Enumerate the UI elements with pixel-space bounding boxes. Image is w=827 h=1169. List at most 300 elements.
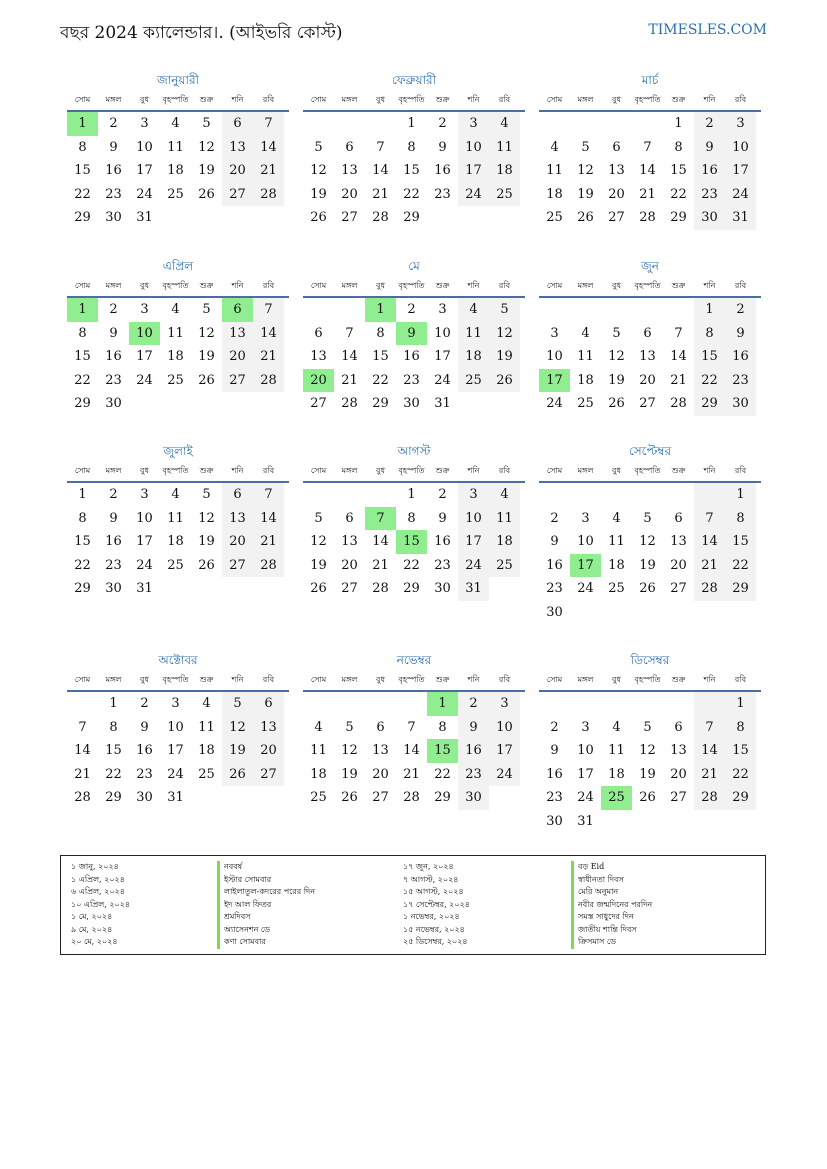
day-cell[interactable]: 24	[136, 557, 153, 573]
day-cell[interactable]: 29	[74, 210, 91, 225]
day-cell[interactable]: 18	[577, 372, 594, 388]
day-cell[interactable]: 11	[489, 136, 520, 160]
day-cell[interactable]: 3	[171, 696, 180, 711]
day-cell[interactable]: 18	[489, 159, 520, 183]
day-cell[interactable]: 8	[407, 510, 416, 526]
day-cell[interactable]: 11	[546, 163, 563, 178]
day-cell[interactable]: 25	[167, 372, 184, 388]
day-cell[interactable]: 24	[434, 372, 451, 388]
day-cell[interactable]: 29	[372, 396, 389, 411]
day-cell[interactable]: 21	[694, 554, 725, 578]
day-cell[interactable]: 6	[376, 719, 385, 735]
day-cell[interactable]: 5	[314, 510, 323, 526]
day-cell[interactable]: 25	[458, 369, 489, 393]
day-cell[interactable]: 2	[458, 692, 489, 716]
day-cell[interactable]: 31	[167, 790, 184, 805]
day-cell[interactable]: 23	[725, 369, 756, 393]
day-cell[interactable]: 26	[222, 763, 253, 787]
site-link[interactable]: TIMESLES.COM	[648, 22, 767, 38]
day-cell[interactable]: 20	[341, 557, 358, 573]
day-cell[interactable]: 11	[167, 139, 184, 155]
day-cell[interactable]: 28	[341, 396, 358, 411]
day-cell[interactable]: 9	[458, 716, 489, 740]
day-cell[interactable]: 14	[253, 136, 284, 160]
day-cell[interactable]: 5	[345, 719, 354, 735]
day-cell[interactable]: 25	[608, 581, 625, 596]
day-cell[interactable]: 10	[458, 507, 489, 531]
day-cell[interactable]: 8	[438, 719, 447, 735]
day-cell[interactable]: 27	[608, 210, 625, 225]
day-cell[interactable]: 28	[694, 786, 725, 810]
day-cell[interactable]: 13	[222, 507, 253, 531]
day-cell[interactable]: 21	[694, 763, 725, 787]
day-cell[interactable]: 22	[694, 369, 725, 393]
day-cell[interactable]: 1	[407, 487, 416, 502]
day-cell[interactable]: 20	[253, 739, 284, 763]
day-cell[interactable]: 15	[694, 345, 725, 369]
day-cell[interactable]: 12	[639, 534, 656, 549]
day-cell[interactable]: 28	[372, 210, 389, 225]
day-cell[interactable]: 5	[489, 298, 520, 322]
day-cell[interactable]: 15	[105, 743, 122, 758]
day-cell[interactable]: 14	[74, 743, 91, 758]
day-cell[interactable]: 26	[577, 210, 594, 225]
day-cell[interactable]: 17	[167, 743, 184, 758]
day-cell[interactable]: 3	[438, 302, 447, 317]
day-cell[interactable]: 28	[639, 210, 656, 225]
day-cell[interactable]: 31	[577, 813, 594, 829]
day-cell[interactable]: 10	[725, 136, 756, 160]
day-cell[interactable]: 22	[403, 186, 420, 202]
day-cell[interactable]: 17	[577, 766, 594, 782]
day-cell[interactable]: 27	[222, 183, 253, 207]
day-cell[interactable]: 9	[109, 139, 118, 155]
day-cell[interactable]: 1	[694, 298, 725, 322]
day-cell[interactable]: 2	[694, 112, 725, 136]
day-cell[interactable]: 8	[109, 719, 118, 735]
day-cell[interactable]: 28	[253, 554, 284, 578]
day-cell[interactable]: 14	[670, 349, 687, 364]
day-cell[interactable]: 2	[140, 696, 149, 711]
day-cell[interactable]: 13	[608, 163, 625, 178]
day-cell[interactable]: 9	[550, 743, 559, 758]
day-cell[interactable]: 21	[372, 557, 389, 573]
day-cell[interactable]: 30	[458, 786, 489, 810]
day-cell[interactable]: 12	[310, 534, 327, 549]
day-cell[interactable]: 7	[643, 139, 652, 155]
day-cell[interactable]: 30	[105, 210, 122, 225]
day-cell[interactable]: 1	[67, 298, 98, 322]
day-cell[interactable]: 6	[345, 510, 354, 526]
day-cell[interactable]: 8	[78, 510, 87, 526]
day-cell[interactable]: 29	[403, 210, 420, 225]
day-cell[interactable]: 14	[372, 163, 389, 178]
day-cell[interactable]: 16	[694, 159, 725, 183]
day-cell[interactable]: 19	[489, 345, 520, 369]
day-cell[interactable]: 18	[167, 534, 184, 549]
day-cell[interactable]: 10	[434, 325, 451, 341]
day-cell[interactable]: 28	[670, 396, 687, 411]
day-cell[interactable]: 4	[550, 139, 559, 155]
day-cell[interactable]: 5	[202, 116, 211, 131]
day-cell[interactable]: 9	[396, 322, 427, 346]
day-cell[interactable]: 23	[105, 372, 122, 388]
day-cell[interactable]: 16	[136, 743, 153, 758]
day-cell[interactable]: 6	[222, 483, 253, 507]
day-cell[interactable]: 3	[550, 325, 559, 341]
day-cell[interactable]: 16	[546, 766, 563, 782]
day-cell[interactable]: 3	[140, 487, 149, 502]
day-cell[interactable]: 3	[140, 116, 149, 131]
day-cell[interactable]: 5	[314, 139, 323, 155]
day-cell[interactable]: 29	[670, 210, 687, 225]
day-cell[interactable]: 8	[407, 139, 416, 155]
day-cell[interactable]: 13	[670, 743, 687, 758]
day-cell[interactable]: 16	[105, 349, 122, 364]
day-cell[interactable]: 6	[222, 298, 253, 322]
day-cell[interactable]: 3	[140, 302, 149, 317]
day-cell[interactable]: 1	[407, 116, 416, 131]
day-cell[interactable]: 18	[608, 766, 625, 782]
day-cell[interactable]: 17	[725, 159, 756, 183]
day-cell[interactable]: 4	[171, 302, 180, 317]
day-cell[interactable]: 21	[74, 766, 91, 782]
day-cell[interactable]: 12	[310, 163, 327, 178]
day-cell[interactable]: 23	[136, 766, 153, 782]
day-cell[interactable]: 8	[78, 325, 87, 341]
day-cell[interactable]: 15	[725, 530, 756, 554]
day-cell[interactable]: 19	[608, 372, 625, 388]
day-cell[interactable]: 16	[458, 739, 489, 763]
day-cell[interactable]: 13	[222, 322, 253, 346]
day-cell[interactable]: 25	[167, 186, 184, 202]
day-cell[interactable]: 12	[198, 325, 215, 341]
day-cell[interactable]: 1	[674, 116, 683, 131]
day-cell[interactable]: 6	[674, 719, 683, 735]
day-cell[interactable]: 23	[546, 790, 563, 805]
day-cell[interactable]: 18	[608, 557, 625, 573]
day-cell[interactable]: 15	[74, 163, 91, 178]
day-cell[interactable]: 29	[74, 581, 91, 596]
day-cell[interactable]: 1	[725, 483, 756, 507]
day-cell[interactable]: 24	[546, 396, 563, 411]
day-cell[interactable]: 30	[105, 581, 122, 596]
day-cell[interactable]: 11	[310, 743, 327, 758]
day-cell[interactable]: 12	[198, 139, 215, 155]
day-cell[interactable]: 7	[253, 483, 284, 507]
day-cell[interactable]: 14	[372, 534, 389, 549]
day-cell[interactable]: 26	[489, 369, 520, 393]
day-cell[interactable]: 21	[670, 372, 687, 388]
day-cell[interactable]: 6	[253, 692, 284, 716]
day-cell[interactable]: 8	[674, 139, 683, 155]
day-cell[interactable]: 9	[438, 139, 447, 155]
day-cell[interactable]: 6	[222, 112, 253, 136]
day-cell[interactable]: 13	[253, 716, 284, 740]
day-cell[interactable]: 2	[550, 510, 559, 526]
day-cell[interactable]: 26	[639, 790, 656, 805]
day-cell[interactable]: 13	[639, 349, 656, 364]
day-cell[interactable]: 21	[403, 766, 420, 782]
day-cell[interactable]: 28	[74, 790, 91, 805]
day-cell[interactable]: 18	[167, 349, 184, 364]
day-cell[interactable]: 10	[577, 534, 594, 549]
day-cell[interactable]: 25	[601, 786, 632, 810]
day-cell[interactable]: 28	[694, 577, 725, 601]
day-cell[interactable]: 23	[105, 186, 122, 202]
day-cell[interactable]: 19	[639, 557, 656, 573]
day-cell[interactable]: 18	[310, 766, 327, 782]
day-cell[interactable]: 19	[198, 163, 215, 178]
day-cell[interactable]: 25	[577, 396, 594, 411]
day-cell[interactable]: 31	[136, 210, 153, 225]
day-cell[interactable]: 27	[310, 396, 327, 411]
day-cell[interactable]: 28	[372, 581, 389, 596]
day-cell[interactable]: 19	[341, 766, 358, 782]
day-cell[interactable]: 11	[608, 743, 625, 758]
day-cell[interactable]: 16	[725, 345, 756, 369]
day-cell[interactable]: 25	[489, 183, 520, 207]
day-cell[interactable]: 25	[198, 766, 215, 782]
day-cell[interactable]: 3	[458, 483, 489, 507]
day-cell[interactable]: 4	[612, 510, 621, 526]
day-cell[interactable]: 29	[694, 392, 725, 416]
day-cell[interactable]: 16	[105, 534, 122, 549]
day-cell[interactable]: 13	[341, 163, 358, 178]
day-cell[interactable]: 7	[376, 139, 385, 155]
day-cell[interactable]: 1	[365, 298, 396, 322]
day-cell[interactable]: 9	[550, 534, 559, 549]
day-cell[interactable]: 18	[489, 530, 520, 554]
day-cell[interactable]: 10	[546, 349, 563, 364]
day-cell[interactable]: 14	[253, 322, 284, 346]
day-cell[interactable]: 16	[434, 163, 451, 178]
day-cell[interactable]: 17	[458, 530, 489, 554]
day-cell[interactable]: 17	[136, 163, 153, 178]
day-cell[interactable]: 5	[643, 510, 652, 526]
day-cell[interactable]: 20	[670, 557, 687, 573]
day-cell[interactable]: 22	[434, 766, 451, 782]
day-cell[interactable]: 3	[581, 719, 590, 735]
day-cell[interactable]: 3	[725, 112, 756, 136]
day-cell[interactable]: 25	[546, 210, 563, 225]
day-cell[interactable]: 4	[202, 696, 211, 711]
day-cell[interactable]: 11	[167, 325, 184, 341]
day-cell[interactable]: 30	[546, 604, 563, 620]
day-cell[interactable]: 13	[310, 349, 327, 364]
day-cell[interactable]: 15	[372, 349, 389, 364]
day-cell[interactable]: 7	[694, 507, 725, 531]
day-cell[interactable]: 9	[438, 510, 447, 526]
day-cell[interactable]: 14	[253, 507, 284, 531]
day-cell[interactable]: 26	[639, 581, 656, 596]
day-cell[interactable]: 29	[725, 786, 756, 810]
day-cell[interactable]: 30	[136, 790, 153, 805]
day-cell[interactable]: 4	[489, 483, 520, 507]
day-cell[interactable]: 3	[581, 510, 590, 526]
day-cell[interactable]: 7	[345, 325, 354, 341]
day-cell[interactable]: 22	[105, 766, 122, 782]
day-cell[interactable]: 13	[341, 534, 358, 549]
day-cell[interactable]: 11	[198, 719, 215, 735]
day-cell[interactable]: 27	[670, 790, 687, 805]
day-cell[interactable]: 4	[458, 298, 489, 322]
day-cell[interactable]: 19	[198, 534, 215, 549]
day-cell[interactable]: 1	[109, 696, 118, 711]
day-cell[interactable]: 10	[577, 743, 594, 758]
day-cell[interactable]: 2	[109, 487, 118, 502]
day-cell[interactable]: 22	[403, 557, 420, 573]
day-cell[interactable]: 27	[670, 581, 687, 596]
day-cell[interactable]: 24	[489, 763, 520, 787]
day-cell[interactable]: 14	[639, 163, 656, 178]
day-cell[interactable]: 16	[403, 349, 420, 364]
day-cell[interactable]: 27	[639, 396, 656, 411]
day-cell[interactable]: 22	[74, 557, 91, 573]
day-cell[interactable]: 1	[78, 487, 87, 502]
day-cell[interactable]: 11	[458, 322, 489, 346]
day-cell[interactable]: 27	[372, 790, 389, 805]
day-cell[interactable]: 17	[136, 534, 153, 549]
day-cell[interactable]: 10	[458, 136, 489, 160]
day-cell[interactable]: 5	[202, 302, 211, 317]
day-cell[interactable]: 10	[489, 716, 520, 740]
day-cell[interactable]: 3	[489, 692, 520, 716]
day-cell[interactable]: 13	[670, 534, 687, 549]
day-cell[interactable]: 26	[198, 557, 215, 573]
day-cell[interactable]: 7	[407, 719, 416, 735]
day-cell[interactable]: 29	[105, 790, 122, 805]
day-cell[interactable]: 23	[458, 763, 489, 787]
day-cell[interactable]: 24	[136, 186, 153, 202]
day-cell[interactable]: 30	[725, 392, 756, 416]
day-cell[interactable]: 8	[725, 507, 756, 531]
day-cell[interactable]: 8	[694, 322, 725, 346]
day-cell[interactable]: 21	[639, 186, 656, 202]
day-cell[interactable]: 5	[222, 692, 253, 716]
day-cell[interactable]: 21	[253, 530, 284, 554]
day-cell[interactable]: 15	[427, 739, 458, 763]
day-cell[interactable]: 12	[608, 349, 625, 364]
day-cell[interactable]: 24	[725, 183, 756, 207]
day-cell[interactable]: 27	[222, 554, 253, 578]
day-cell[interactable]: 15	[396, 530, 427, 554]
day-cell[interactable]: 20	[222, 159, 253, 183]
day-cell[interactable]: 2	[109, 302, 118, 317]
day-cell[interactable]: 6	[612, 139, 621, 155]
day-cell[interactable]: 20	[303, 369, 334, 393]
day-cell[interactable]: 30	[546, 813, 563, 829]
day-cell[interactable]: 21	[253, 159, 284, 183]
day-cell[interactable]: 20	[222, 345, 253, 369]
day-cell[interactable]: 16	[546, 557, 563, 573]
day-cell[interactable]: 4	[612, 719, 621, 735]
day-cell[interactable]: 5	[581, 139, 590, 155]
day-cell[interactable]: 5	[202, 487, 211, 502]
day-cell[interactable]: 30	[403, 396, 420, 411]
day-cell[interactable]: 23	[105, 557, 122, 573]
day-cell[interactable]: 9	[140, 719, 149, 735]
day-cell[interactable]: 4	[171, 487, 180, 502]
day-cell[interactable]: 13	[222, 136, 253, 160]
day-cell[interactable]: 20	[670, 766, 687, 782]
day-cell[interactable]: 4	[314, 719, 323, 735]
day-cell[interactable]: 6	[674, 510, 683, 526]
day-cell[interactable]: 11	[489, 507, 520, 531]
day-cell[interactable]: 14	[694, 739, 725, 763]
day-cell[interactable]: 20	[608, 186, 625, 202]
day-cell[interactable]: 20	[372, 766, 389, 782]
day-cell[interactable]: 22	[670, 186, 687, 202]
day-cell[interactable]: 31	[136, 581, 153, 596]
day-cell[interactable]: 22	[372, 372, 389, 388]
day-cell[interactable]: 24	[458, 183, 489, 207]
day-cell[interactable]: 10	[129, 322, 160, 346]
day-cell[interactable]: 26	[310, 581, 327, 596]
day-cell[interactable]: 5	[612, 325, 621, 341]
day-cell[interactable]: 6	[643, 325, 652, 341]
day-cell[interactable]: 26	[198, 186, 215, 202]
day-cell[interactable]: 22	[725, 763, 756, 787]
day-cell[interactable]: 18	[167, 163, 184, 178]
day-cell[interactable]: 19	[577, 186, 594, 202]
day-cell[interactable]: 19	[310, 557, 327, 573]
day-cell[interactable]: 23	[434, 557, 451, 573]
day-cell[interactable]: 6	[345, 139, 354, 155]
day-cell[interactable]: 20	[341, 186, 358, 202]
day-cell[interactable]: 29	[74, 396, 91, 411]
day-cell[interactable]: 25	[310, 790, 327, 805]
day-cell[interactable]: 29	[434, 790, 451, 805]
day-cell[interactable]: 1	[725, 692, 756, 716]
day-cell[interactable]: 21	[341, 372, 358, 388]
day-cell[interactable]: 2	[725, 298, 756, 322]
day-cell[interactable]: 23	[694, 183, 725, 207]
day-cell[interactable]: 12	[489, 322, 520, 346]
day-cell[interactable]: 8	[376, 325, 385, 341]
day-cell[interactable]: 12	[198, 510, 215, 526]
day-cell[interactable]: 17	[489, 739, 520, 763]
day-cell[interactable]: 11	[167, 510, 184, 526]
day-cell[interactable]: 16	[105, 163, 122, 178]
day-cell[interactable]: 9	[109, 325, 118, 341]
day-cell[interactable]: 22	[74, 186, 91, 202]
day-cell[interactable]: 24	[458, 554, 489, 578]
day-cell[interactable]: 26	[608, 396, 625, 411]
day-cell[interactable]: 2	[438, 116, 447, 131]
day-cell[interactable]: 4	[489, 112, 520, 136]
day-cell[interactable]: 18	[198, 743, 215, 758]
day-cell[interactable]: 11	[577, 349, 594, 364]
day-cell[interactable]: 19	[639, 766, 656, 782]
day-cell[interactable]: 15	[403, 163, 420, 178]
day-cell[interactable]: 2	[438, 487, 447, 502]
day-cell[interactable]: 9	[725, 322, 756, 346]
day-cell[interactable]: 31	[434, 396, 451, 411]
day-cell[interactable]: 13	[372, 743, 389, 758]
day-cell[interactable]: 7	[674, 325, 683, 341]
day-cell[interactable]: 7	[253, 298, 284, 322]
day-cell[interactable]: 17	[539, 369, 570, 393]
day-cell[interactable]: 17	[570, 554, 601, 578]
day-cell[interactable]: 21	[372, 186, 389, 202]
day-cell[interactable]: 19	[198, 349, 215, 364]
day-cell[interactable]: 15	[74, 349, 91, 364]
day-cell[interactable]: 3	[458, 112, 489, 136]
day-cell[interactable]: 8	[78, 139, 87, 155]
day-cell[interactable]: 24	[577, 581, 594, 596]
day-cell[interactable]: 29	[403, 581, 420, 596]
